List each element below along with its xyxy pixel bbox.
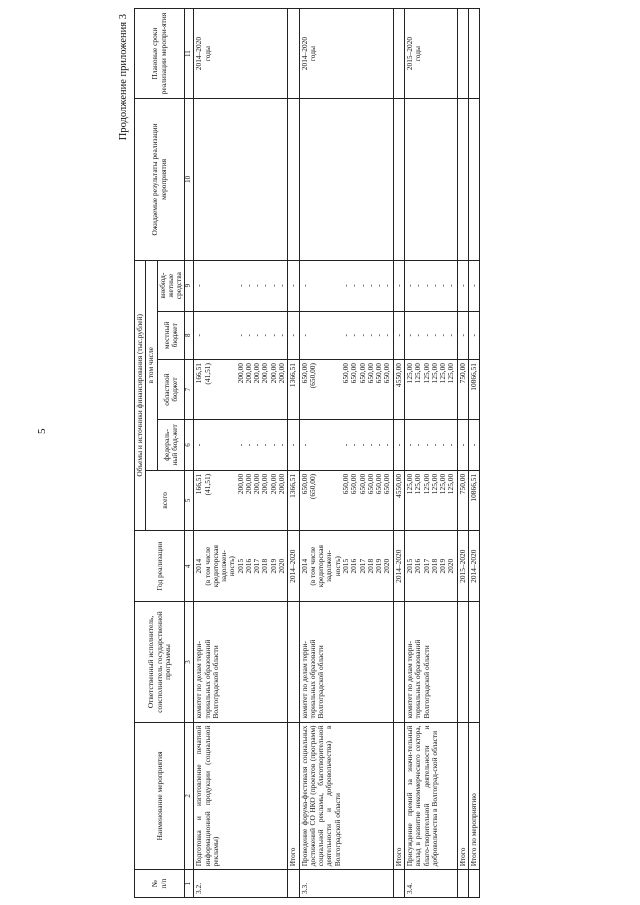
cell-results <box>288 99 299 261</box>
col-number: 5 <box>185 470 194 530</box>
cell-results <box>299 99 393 261</box>
cell-terms <box>457 9 468 99</box>
cell-terms <box>393 9 404 99</box>
cell-name: Итого по мероприятию <box>468 722 479 870</box>
cell-years: 2014 (в том числе кредиторская задолжен- ность) 2015 2016 2017 2018 2019 2020 <box>194 530 288 602</box>
cell-executor: комитет по делам терри-ториальных образований Волгоградской области <box>404 602 457 722</box>
col-number: 7 <box>185 360 194 420</box>
cell-regional: 750,00 <box>457 360 468 420</box>
cell-local: - <box>468 311 479 359</box>
cell-federal: - <box>468 420 479 471</box>
cell-name: Итого <box>457 722 468 870</box>
header-federal: федераль-ный бюд-жет <box>157 420 185 471</box>
cell-local: - <box>393 311 404 359</box>
table-row-subtotal <box>393 9 404 898</box>
cell-terms <box>288 9 299 99</box>
cell-extra: - - - - - - <box>404 260 457 311</box>
cell-federal: - - - - - - <box>404 420 457 471</box>
cell-extra: - <box>393 260 404 311</box>
cell-years: 2015–2020 <box>457 530 468 602</box>
col-number: 1 <box>185 870 194 898</box>
cell-num: 3.3. <box>299 870 393 898</box>
cell-results <box>468 99 479 261</box>
cell-name: Присуждение премий за значи-тельный вклад в развитие некоммерческого сектора, благо-творительной деятельности и добровольчества в Волгоград-ской области <box>404 722 457 870</box>
cell-executor <box>393 602 404 722</box>
cell-total: 125,00 125,00 125,00 125,00 125,00 125,00 <box>404 470 457 530</box>
appendix-caption: Продолжение приложения 3 <box>118 14 129 141</box>
cell-years: 2014–2020 <box>288 530 299 602</box>
header-results: Ожидаемые результаты реализации мероприятия <box>135 99 185 261</box>
cell-num <box>393 870 404 898</box>
cell-local: - <box>457 311 468 359</box>
cell-federal: - <box>288 420 299 471</box>
cell-years: 2014–2020 <box>393 530 404 602</box>
header-regional: областной бюджет <box>157 360 185 420</box>
cell-terms: 2014–2020 годы <box>299 9 393 99</box>
cell-num <box>468 870 479 898</box>
cell-results <box>393 99 404 261</box>
cell-num: 3.2. <box>194 870 288 898</box>
col-number: 9 <box>185 260 194 311</box>
table-row <box>194 9 288 898</box>
cell-num <box>457 870 468 898</box>
header-executor: Ответственный исполнитель, соисполнитель государственной программы <box>135 602 185 722</box>
col-number: 11 <box>185 9 194 99</box>
header-incl: в том числе <box>146 260 157 470</box>
cell-total: 650,00 (650,00) 650,00 650,00 650,00 650,00 650,00 650,00 <box>299 470 393 530</box>
cell-years: 2014–2020 <box>468 530 479 602</box>
col-number: 6 <box>185 420 194 471</box>
header-total: всего <box>146 470 185 530</box>
cell-terms <box>468 9 479 99</box>
cell-extra: - <box>457 260 468 311</box>
table-row-subtotal <box>457 9 468 898</box>
cell-extra: - <box>288 260 299 311</box>
cell-results <box>194 99 288 261</box>
cell-executor <box>468 602 479 722</box>
header-local: местный бюджет <box>157 311 185 359</box>
cell-name: Итого <box>393 722 404 870</box>
col-number: 4 <box>185 530 194 602</box>
cell-federal: - - - - - - - <box>299 420 393 471</box>
cell-regional: 1366,51 <box>288 360 299 420</box>
cell-regional: 10866,51 <box>468 360 479 420</box>
col-number: 3 <box>185 602 194 722</box>
col-number: 8 <box>185 311 194 359</box>
cell-executor: комитет по делам терри-ториальных образований Волгоградской области <box>194 602 288 722</box>
cell-num <box>288 870 299 898</box>
col-number: 10 <box>185 99 194 261</box>
cell-terms: 2015–2020 годы <box>404 9 457 99</box>
cell-local: - <box>288 311 299 359</box>
cell-regional: 125,00 125,00 125,00 125,00 125,00 125,00 <box>404 360 457 420</box>
cell-regional: 650,00 (650,00) 650,00 650,00 650,00 650,00 650,00 650,00 <box>299 360 393 420</box>
funding-table <box>134 8 480 898</box>
header-funding: Объемы и источники финансирования (тыс.рублей) <box>135 260 146 530</box>
cell-results <box>404 99 457 261</box>
cell-local: - - - - - - - <box>299 311 393 359</box>
cell-total: 166,51 (41,51) 200,00 200,00 200,00 200,00 200,00 200,00 <box>194 470 288 530</box>
table-row <box>299 9 393 898</box>
cell-results <box>457 99 468 261</box>
cell-total: 750,00 <box>457 470 468 530</box>
cell-executor: комитет по делам терри-ториальных образований Волгоградской области <box>299 602 393 722</box>
cell-num: 3.4. <box>404 870 457 898</box>
table-row-grand-total <box>468 9 479 898</box>
table-row-subtotal <box>288 9 299 898</box>
cell-name: Подготовка и изготовление печатной информационной продукции (социальной рекламы) <box>194 722 288 870</box>
header-num: № п/п <box>135 870 185 898</box>
cell-extra: - - - - - - - <box>194 260 288 311</box>
cell-regional: 166,51 (41,51) 200,00 200,00 200,00 200,00 200,00 200,00 <box>194 360 288 420</box>
cell-federal: - <box>457 420 468 471</box>
cell-name: Итого <box>288 722 299 870</box>
cell-executor <box>457 602 468 722</box>
rotated-document-page <box>116 8 640 898</box>
cell-total: 10866,51 <box>468 470 479 530</box>
cell-executor <box>288 602 299 722</box>
cell-federal: - <box>393 420 404 471</box>
header-name: Наименование мероприятия <box>135 722 185 870</box>
header-year: Год реализации <box>135 530 185 602</box>
cell-local: - - - - - - - <box>194 311 288 359</box>
cell-terms: 2014–2020 годы <box>194 9 288 99</box>
column-number-row <box>185 9 194 898</box>
cell-regional: 4550,00 <box>393 360 404 420</box>
cell-extra: - <box>468 260 479 311</box>
page-number: 5 <box>36 428 48 434</box>
cell-years: 2015 2016 2017 2018 2019 2020 <box>404 530 457 602</box>
cell-total: 4550,00 <box>393 470 404 530</box>
cell-federal: - - - - - - - <box>194 420 288 471</box>
cell-name: Проведение форума-фестиваля социальных достижений СО НКО (проектов (программ) социальной рекламы, благотворительной деятельности и добровольчества) в Волгоградской области <box>299 722 393 870</box>
col-number: 2 <box>185 722 194 870</box>
cell-extra: - - - - - - - <box>299 260 393 311</box>
header-terms: Плановые сроки реализации меропри-ятия <box>135 9 185 99</box>
cell-local: - - - - - - <box>404 311 457 359</box>
table-row <box>404 9 457 898</box>
cell-total: 1366,51 <box>288 470 299 530</box>
cell-years: 2014 (в том числе кредиторская задолжен- ность) 2015 2016 2017 2018 2019 2020 <box>299 530 393 602</box>
header-extra: внебюд-жетные средства <box>157 260 185 311</box>
